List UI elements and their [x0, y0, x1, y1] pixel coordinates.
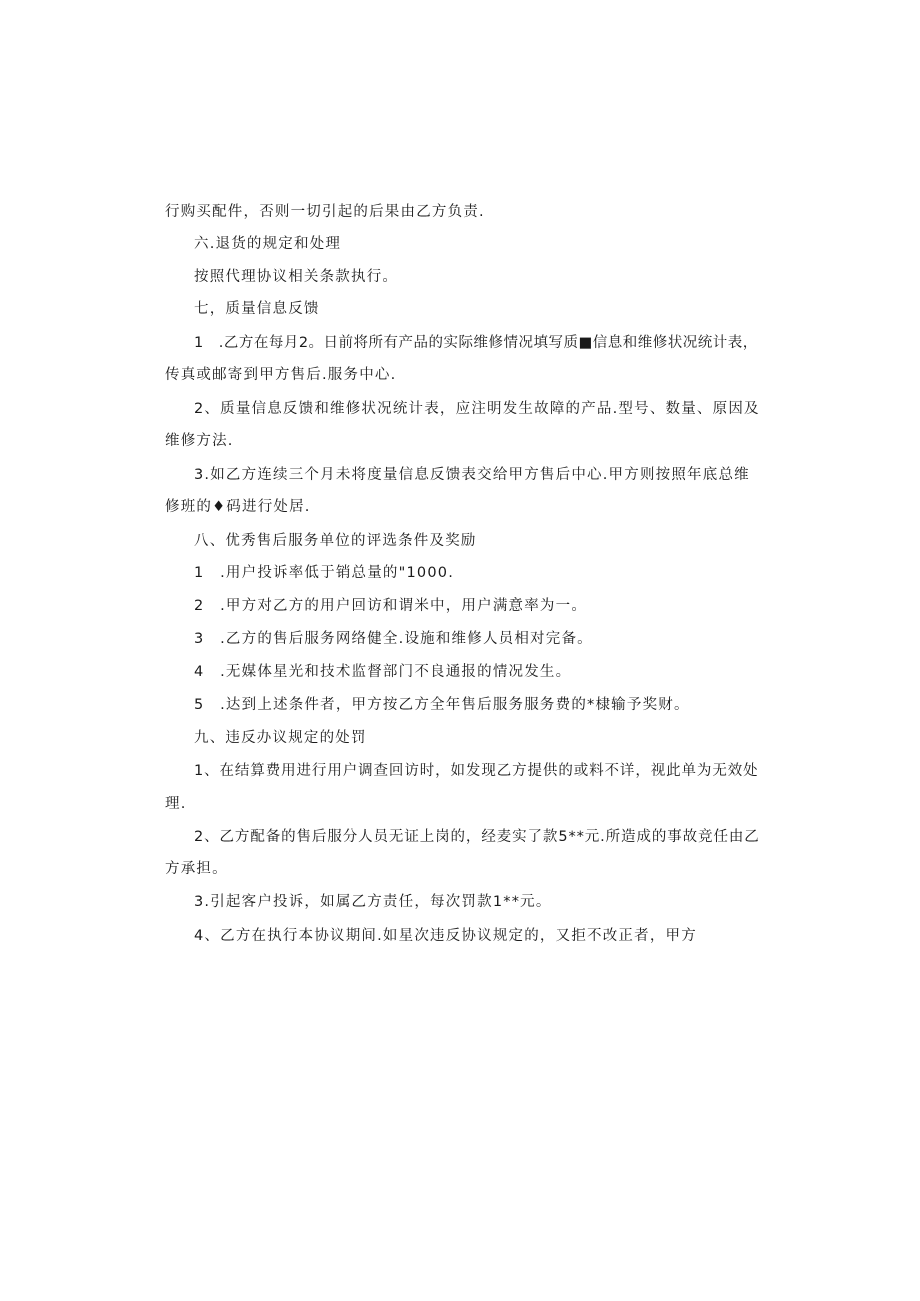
section-heading: 七，质量信息反馈: [194, 301, 320, 317]
section-heading: 六.退货的规定和处理: [194, 236, 342, 252]
section-heading: 九、违反办议规定的处罚: [194, 730, 367, 746]
text-line: 传真或邮寄到甲方售后.服务中心.: [165, 367, 397, 383]
text-line: 3.如乙方连续三个月未将度量信息反馈表交给甲方售后中心.甲方则按照年底总维: [194, 467, 750, 483]
text-line: 4、乙方在执行本协议期间.如星次违反协议规定的，又拒不改正者，甲方: [194, 928, 697, 944]
text-line: 2 .甲方对乙方的用户回访和谓米中，用户满意率为一。: [194, 598, 588, 614]
text-line: 按照代理协议相关条款执行。: [194, 269, 399, 285]
text-line: 行购买配件，否则一切引起的后果由乙方负责.: [165, 204, 485, 220]
text-line: 1、在结算费用进行用户调查回访时，如发现乙方提供的或料不详，视此单为无效处: [194, 763, 759, 779]
text-line: 1 .用户投诉率低于销总量的"1000.: [194, 565, 455, 581]
text-line: 1 .乙方在每月2。日前将所有产品的实际维修情况填写质■信息和维修状况统计表，: [194, 335, 758, 351]
text-line: 3.引起客户投诉，如属乙方责任，每次罚款1**元。: [194, 894, 552, 910]
text-line: 理.: [165, 796, 187, 812]
section-heading: 八、优秀售后服务单位的评选条件及奖励: [194, 533, 477, 549]
text-line: 方承担。: [165, 861, 228, 877]
text-line: 修班的♦码进行处居.: [165, 499, 311, 515]
text-line: 2、乙方配备的售后服分人员无证上岗的，经麦实了款5**元.所造成的事故竞任由乙: [194, 829, 760, 845]
text-line: 4 .无媒体星光和技术监督部门不良通报的情况发生。: [194, 664, 572, 680]
text-line: 5 .达到上述条件者，甲方按乙方全年售后服务服务费的*棣输予奖财。: [194, 697, 690, 713]
text-line: 3 .乙方的售后服务网络健全.设施和维修人员相对完备。: [194, 631, 593, 647]
text-line: 维修方法.: [165, 433, 234, 449]
text-line: 2、质量信息反馈和维修状况统计表，应注明发生故障的产品.型号、数量、原因及: [194, 401, 760, 417]
